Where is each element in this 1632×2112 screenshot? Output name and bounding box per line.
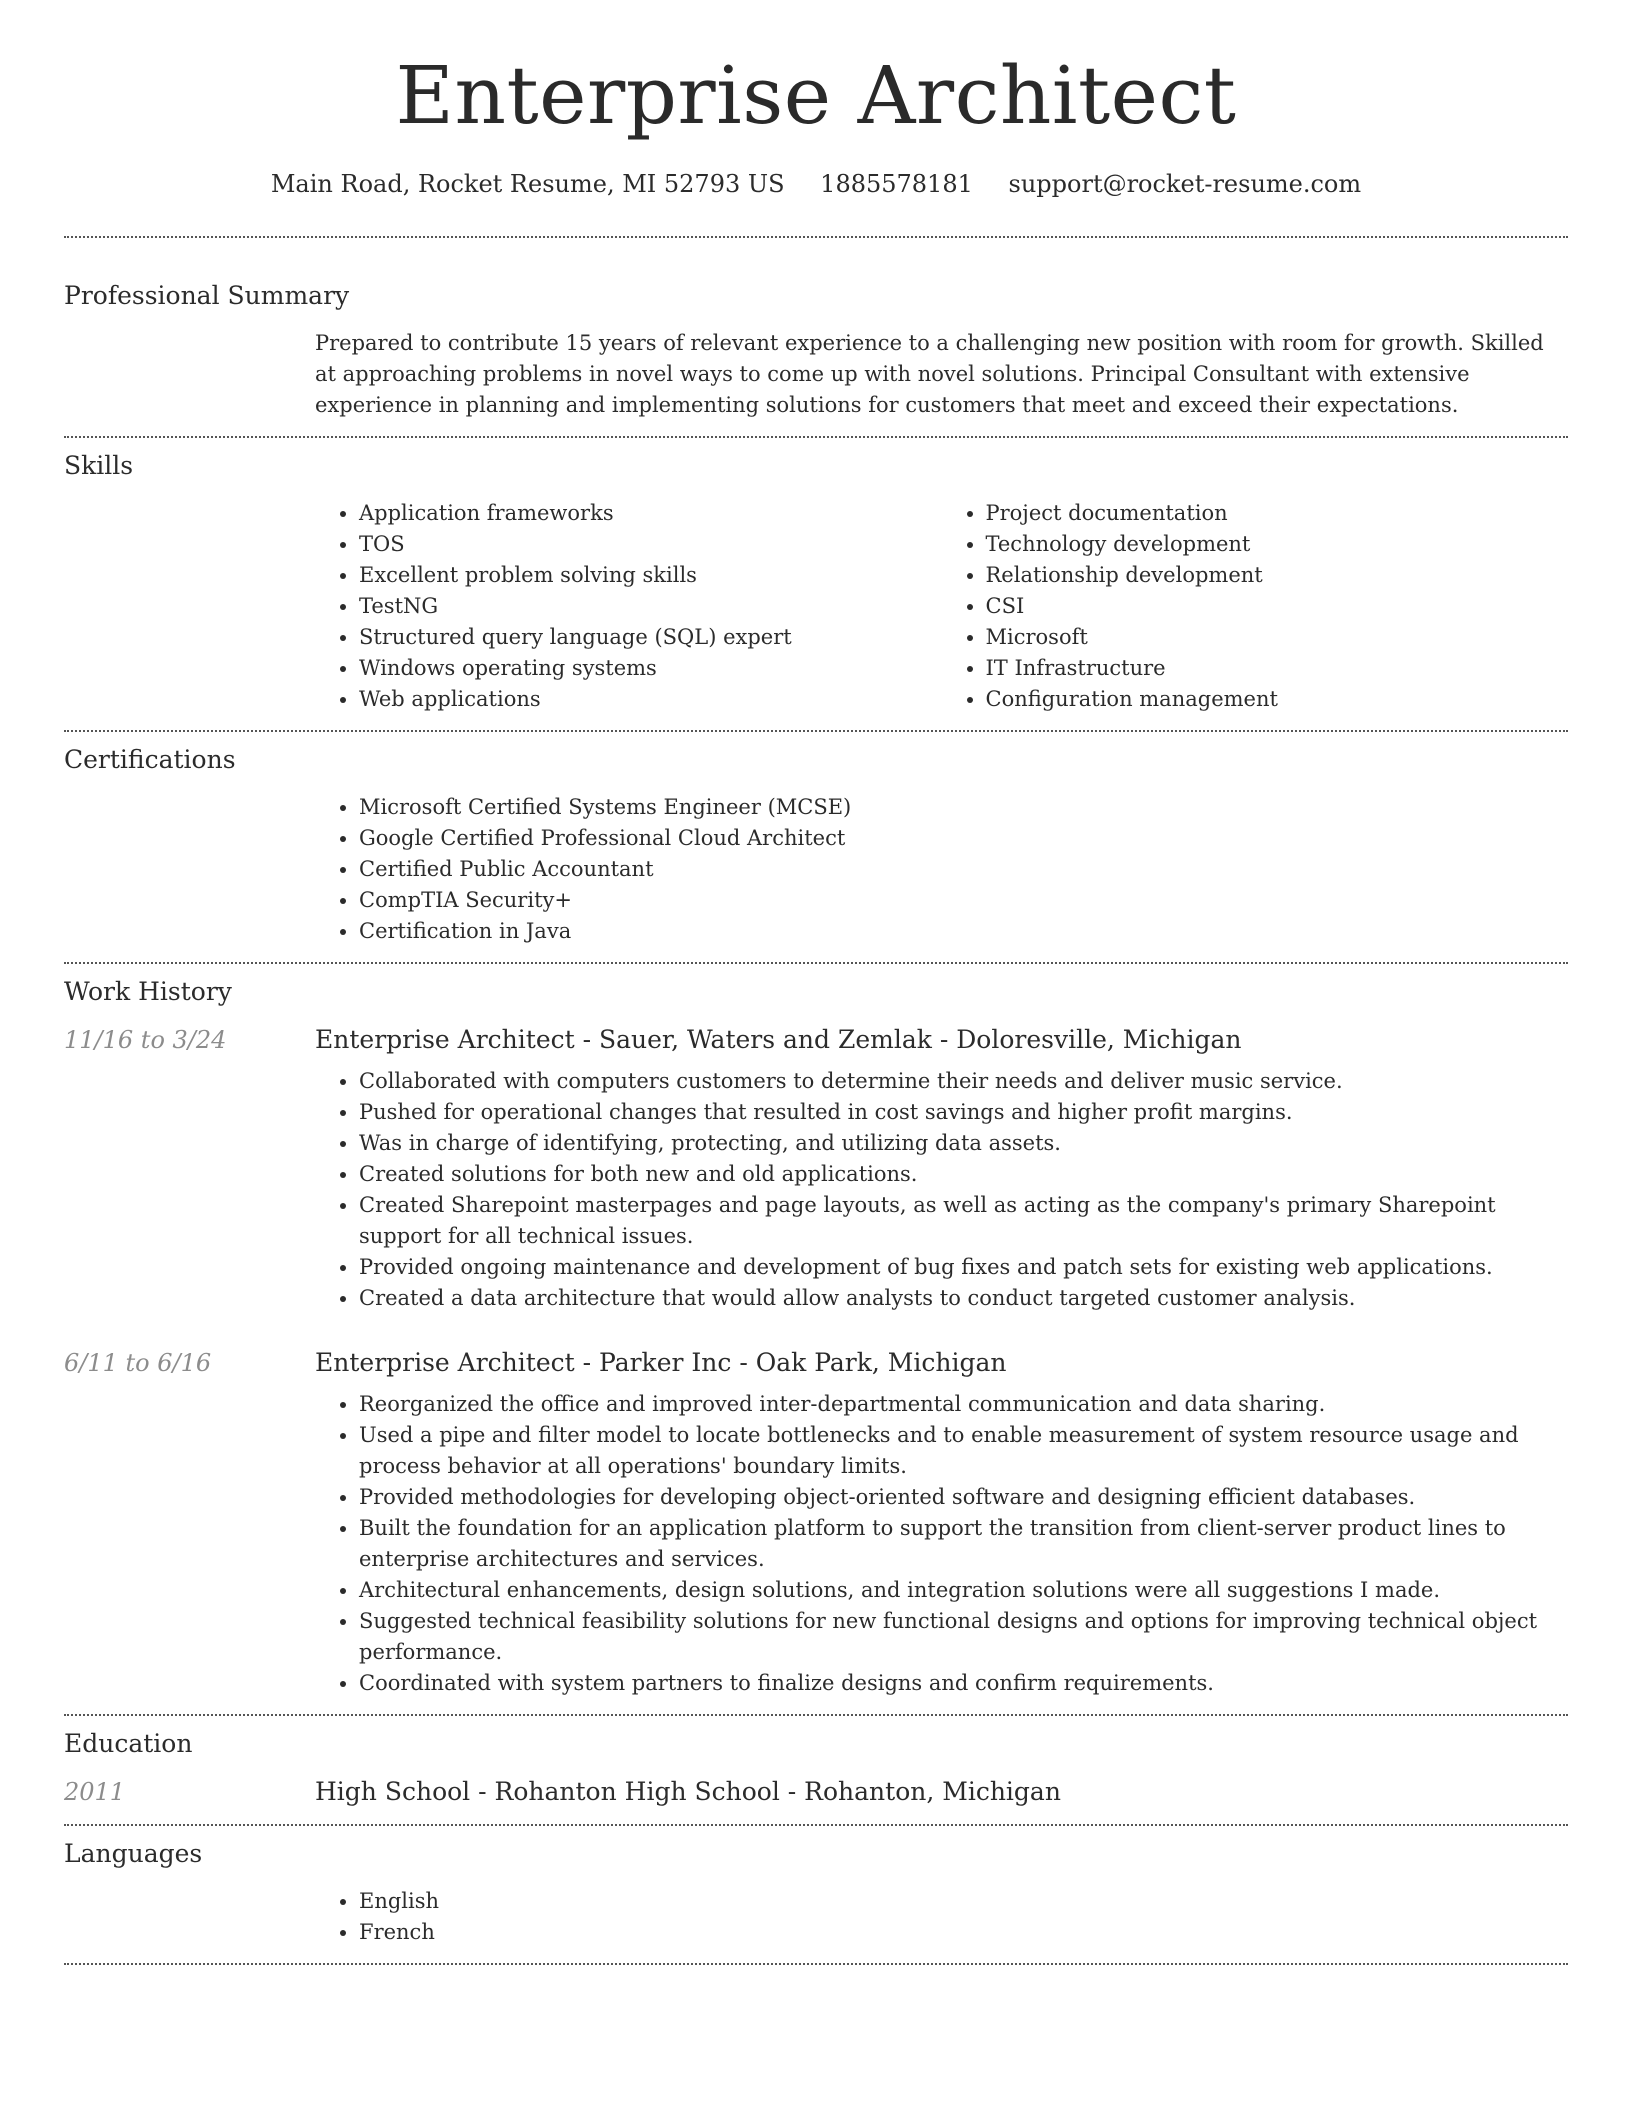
- job-bullet: • Created solutions for both new and old applications.: [359, 1159, 1568, 1190]
- summary-section: [64, 238, 1568, 436]
- job-bullet: • Built the foundation for an application platform to support the transition from client-server product lines to enterprise architectures and services.: [359, 1513, 1568, 1575]
- summary-title: Professional Summary: [64, 281, 350, 310]
- job-bullet: • Created a data architecture that would allow analysts to conduct targeted customer analysis.: [359, 1283, 1568, 1314]
- certification-item: • Certification in Java: [359, 916, 1568, 947]
- job-heading: Enterprise Architect - Sauer, Waters and Zemlak - Doloresville, Michigan: [315, 1025, 1242, 1054]
- certifications-section: [64, 732, 1568, 962]
- divider: [64, 1963, 1568, 1965]
- candidate-name: Enterprise Architect: [395, 49, 1237, 142]
- skills-list-left: [315, 498, 942, 715]
- skills-title: Skills: [64, 451, 134, 480]
- job-entry: [64, 1348, 1568, 1714]
- skill-item: • Technology development: [986, 529, 1569, 560]
- language-item: • French: [359, 1917, 1568, 1948]
- job-bullet: • Coordinated with system partners to finalize designs and confirm requirements.: [359, 1668, 1568, 1699]
- certification-item: • Google Certified Professional Cloud Architect: [359, 823, 1568, 854]
- job-header: [64, 1348, 1568, 1377]
- skill-item: • TOS: [359, 529, 942, 560]
- skill-item: • Structured query language (SQL) expert: [359, 622, 942, 653]
- certifications-title: Certifications: [64, 745, 236, 774]
- skill-item: • Microsoft: [986, 622, 1569, 653]
- education-title: Education: [64, 1729, 193, 1758]
- skills-section: [64, 438, 1568, 730]
- work-section: [64, 964, 1568, 1714]
- job-bullets: [315, 1066, 1568, 1314]
- languages-content: [315, 1886, 1568, 1963]
- job-header: [64, 1025, 1568, 1054]
- contact-phone: 1885578181: [820, 170, 973, 198]
- education-section: [64, 1716, 1568, 1824]
- job-bullet: • Suggested technical feasibility solutions for new functional designs and options for improving technical object performance.: [359, 1606, 1568, 1668]
- job-bullets: [315, 1389, 1568, 1699]
- education-entry: [64, 1777, 1568, 1824]
- contact-address: Main Road, Rocket Resume, MI 52793 US: [270, 170, 785, 198]
- skill-item: • Web applications: [359, 684, 942, 715]
- job-bullet: • Provided methodologies for developing object-oriented software and designing efficient databases.: [359, 1482, 1568, 1513]
- work-title: Work History: [64, 977, 232, 1006]
- skill-item: • Windows operating systems: [359, 653, 942, 684]
- languages-list: [315, 1886, 1568, 1948]
- skill-item: • Application frameworks: [359, 498, 942, 529]
- job-heading: Enterprise Architect - Parker Inc - Oak Park, Michigan: [315, 1348, 1007, 1377]
- language-item: • English: [359, 1886, 1568, 1917]
- job-details: [315, 1389, 1568, 1714]
- job-details: [315, 1066, 1568, 1314]
- job-bullet: • Was in charge of identifying, protecting, and utilizing data assets.: [359, 1128, 1568, 1159]
- job-bullet: • Pushed for operational changes that resulted in cost savings and higher profit margins.: [359, 1097, 1568, 1128]
- job-dates: 6/11 to 6/16: [64, 1349, 212, 1377]
- skill-item: • Relationship development: [986, 560, 1569, 591]
- skill-item: • TestNG: [359, 591, 942, 622]
- languages-section: [64, 1826, 1568, 1963]
- summary-text: Prepared to contribute 15 years of relevant experience to a challenging new position with room for growth. Skilled at approaching problems in novel ways to come up with novel solutions. Principal Consultant with extensive experience in planning and implementing solutions for customers that meet and exceed their expectations.: [315, 331, 1544, 417]
- contact-email: support@rocket-resume.com: [1008, 170, 1362, 198]
- skills-list-right: [942, 498, 1569, 715]
- skill-item: • Project documentation: [986, 498, 1569, 529]
- languages-title: Languages: [64, 1839, 203, 1868]
- certification-item: • Microsoft Certified Systems Engineer (MCSE): [359, 792, 1568, 823]
- skill-item: • Configuration management: [986, 684, 1569, 715]
- job-bullet: • Used a pipe and filter model to locate bottlenecks and to enable measurement of system resource usage and process behavior at all operations' boundary limits.: [359, 1420, 1568, 1482]
- skill-item: • Excellent problem solving skills: [359, 560, 942, 591]
- job-dates: 11/16 to 3/24: [64, 1026, 227, 1054]
- job-entry: [64, 1025, 1568, 1314]
- skills-columns: [315, 498, 1568, 730]
- certifications-content: [315, 792, 1568, 962]
- job-bullet: • Created Sharepoint masterpages and page layouts, as well as acting as the company's primary Sharepoint support for all technical issues.: [359, 1190, 1568, 1252]
- job-bullet: • Provided ongoing maintenance and development of bug fixes and patch sets for existing web applications.: [359, 1252, 1568, 1283]
- skill-item: • CSI: [986, 591, 1569, 622]
- job-bullet: • Collaborated with computers customers to determine their needs and deliver music service.: [359, 1066, 1568, 1097]
- contact-line: [64, 170, 1568, 198]
- education-heading: High School - Rohanton High School - Rohanton, Michigan: [315, 1777, 1061, 1806]
- certification-item: • Certified Public Accountant: [359, 854, 1568, 885]
- job-bullet: • Architectural enhancements, design solutions, and integration solutions were all suggestions I made.: [359, 1575, 1568, 1606]
- job-bullet: • Reorganized the office and improved inter-departmental communication and data sharing.: [359, 1389, 1568, 1420]
- education-year: 2011: [64, 1778, 126, 1806]
- certifications-list: [315, 792, 1568, 947]
- certification-item: • CompTIA Security+: [359, 885, 1568, 916]
- skill-item: • IT Infrastructure: [986, 653, 1569, 684]
